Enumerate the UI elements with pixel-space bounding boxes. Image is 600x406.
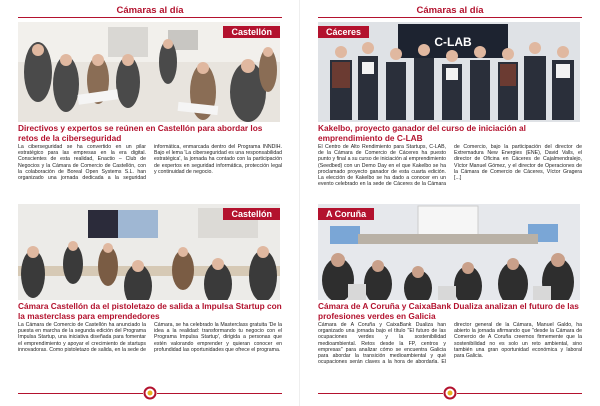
region-badge: Castellón — [223, 208, 280, 220]
article-photo-clab — [318, 22, 580, 122]
region-badge: A Coruña — [318, 208, 374, 220]
article-body: La ciberseguridad se ha convertido en un pilar estratégico para las empresas en la era digital. Conscientes de esta realidad, Enactio – Club de Negocios y la Cámara de Comercio de Castellón, con la colaboración de Boreal Open Systems S.L. han organizado una jornada dedicada a la seguridad informática, enmarcada dentro del Programa INNDIH. Bajo el lema 'La ciberseguridad es una responsabilidad estratégica', la jornada ha contado con la participación de expertos en seguridad informática, protección legal y continuidad de negocio. — [18, 144, 282, 182]
article-body: La Cámara de Comercio de Castellón ha anunciado la puesta en marcha de la segunda edición del Programa Impulsa Startup, una iniciativa diseñada para fomentar el emprendimiento y apoyar el crecimiento de startups innovadoras. Como pistoletazo de salida, en la sede de Cámara, se ha celebrado la Masterclass gratuita 'De la idea a la realidad: transformando tu negocio con el Programa Impulsa Startup', dirigida a personas que estén valorando emprender y quieran conocer en profundidad las oportunidades que ofrece el programa. — [18, 322, 282, 353]
article-title[interactable]: Directivos y expertos se reúnen en Castellón para abordar los retos de la ciberseguridad — [18, 123, 263, 143]
article-title[interactable]: Cámara de A Coruña y CaixaBank Dualiza analizan el futuro de las profesiones verdes en Galicia — [318, 301, 579, 321]
article-photo-impulsa-startup — [18, 204, 280, 300]
article-body: El Centro de Alto Rendimiento para Startups, C-LAB, de la Cámara de Comercio de Cáceres ha puesto punto y final a su curso de iniciación al emprendimiento (Seedbed) con un Demo Day en el que Kakelbo se ha proclamado proyecto ganador de esta cuarta edición. La elección de Kakelbo se ha dado a conocer en un evento celebrado en la sede de Cáceres de la Cámara de Comercio, bajo la participación del director de Extremadura New Energies (ENE), David Valls, el director de Oficina en Cáceres de Cajalmendralejo, Víctor Manuel Gómez, y el director de Operaciones de la Cámara de Comercio de Cáceres, Víctor Gragera [...] — [318, 144, 582, 188]
page-header-label: Cámaras al día — [108, 5, 191, 16]
article-photo-coruna — [318, 204, 580, 300]
article-title[interactable]: Cámara Castellón da el pistoletazo de salida a Impulsa Startup con la masterclass para emprendedores — [18, 301, 282, 321]
camara-logo-icon — [443, 386, 457, 400]
page-footer — [18, 386, 282, 400]
page-header — [318, 4, 582, 20]
article-photo-ciberseguridad — [18, 22, 280, 122]
page-header-label: Cámaras al día — [408, 5, 491, 16]
region-badge: Castellón — [223, 26, 280, 38]
camara-logo-icon — [143, 386, 157, 400]
article-body: Cámara de A Coruña y CaixaBank Dualiza han organizado una jornada bajo el título "El futuro de las ocupaciones verdes y la sostenibilidad medioambiental. Retos desde la FP, centros y empresas" para analizar cómo se encuentra Galicia para abordar la transición medioambiental y qué ocupaciones serán claves a la hora de abordarla. El director general de la Cámara, Manuel Galdo, ha abierto la jornada afirmando que "desde la Cámara de Comercio de A Coruña creemos firmemente que la sostenibilidad no es solo un reto ambiental, sino también una gran oportunidad económica y laboral para Galicia. — [318, 322, 582, 366]
right-page — [300, 0, 600, 406]
page-header — [18, 4, 282, 20]
region-badge: Cáceres — [318, 26, 369, 38]
page-footer — [318, 386, 582, 400]
clab-screen-text: C-LAB — [434, 35, 472, 49]
article-title[interactable]: Kakelbo, proyecto ganador del curso de iniciación al emprendimiento de C-LAB — [318, 123, 526, 143]
